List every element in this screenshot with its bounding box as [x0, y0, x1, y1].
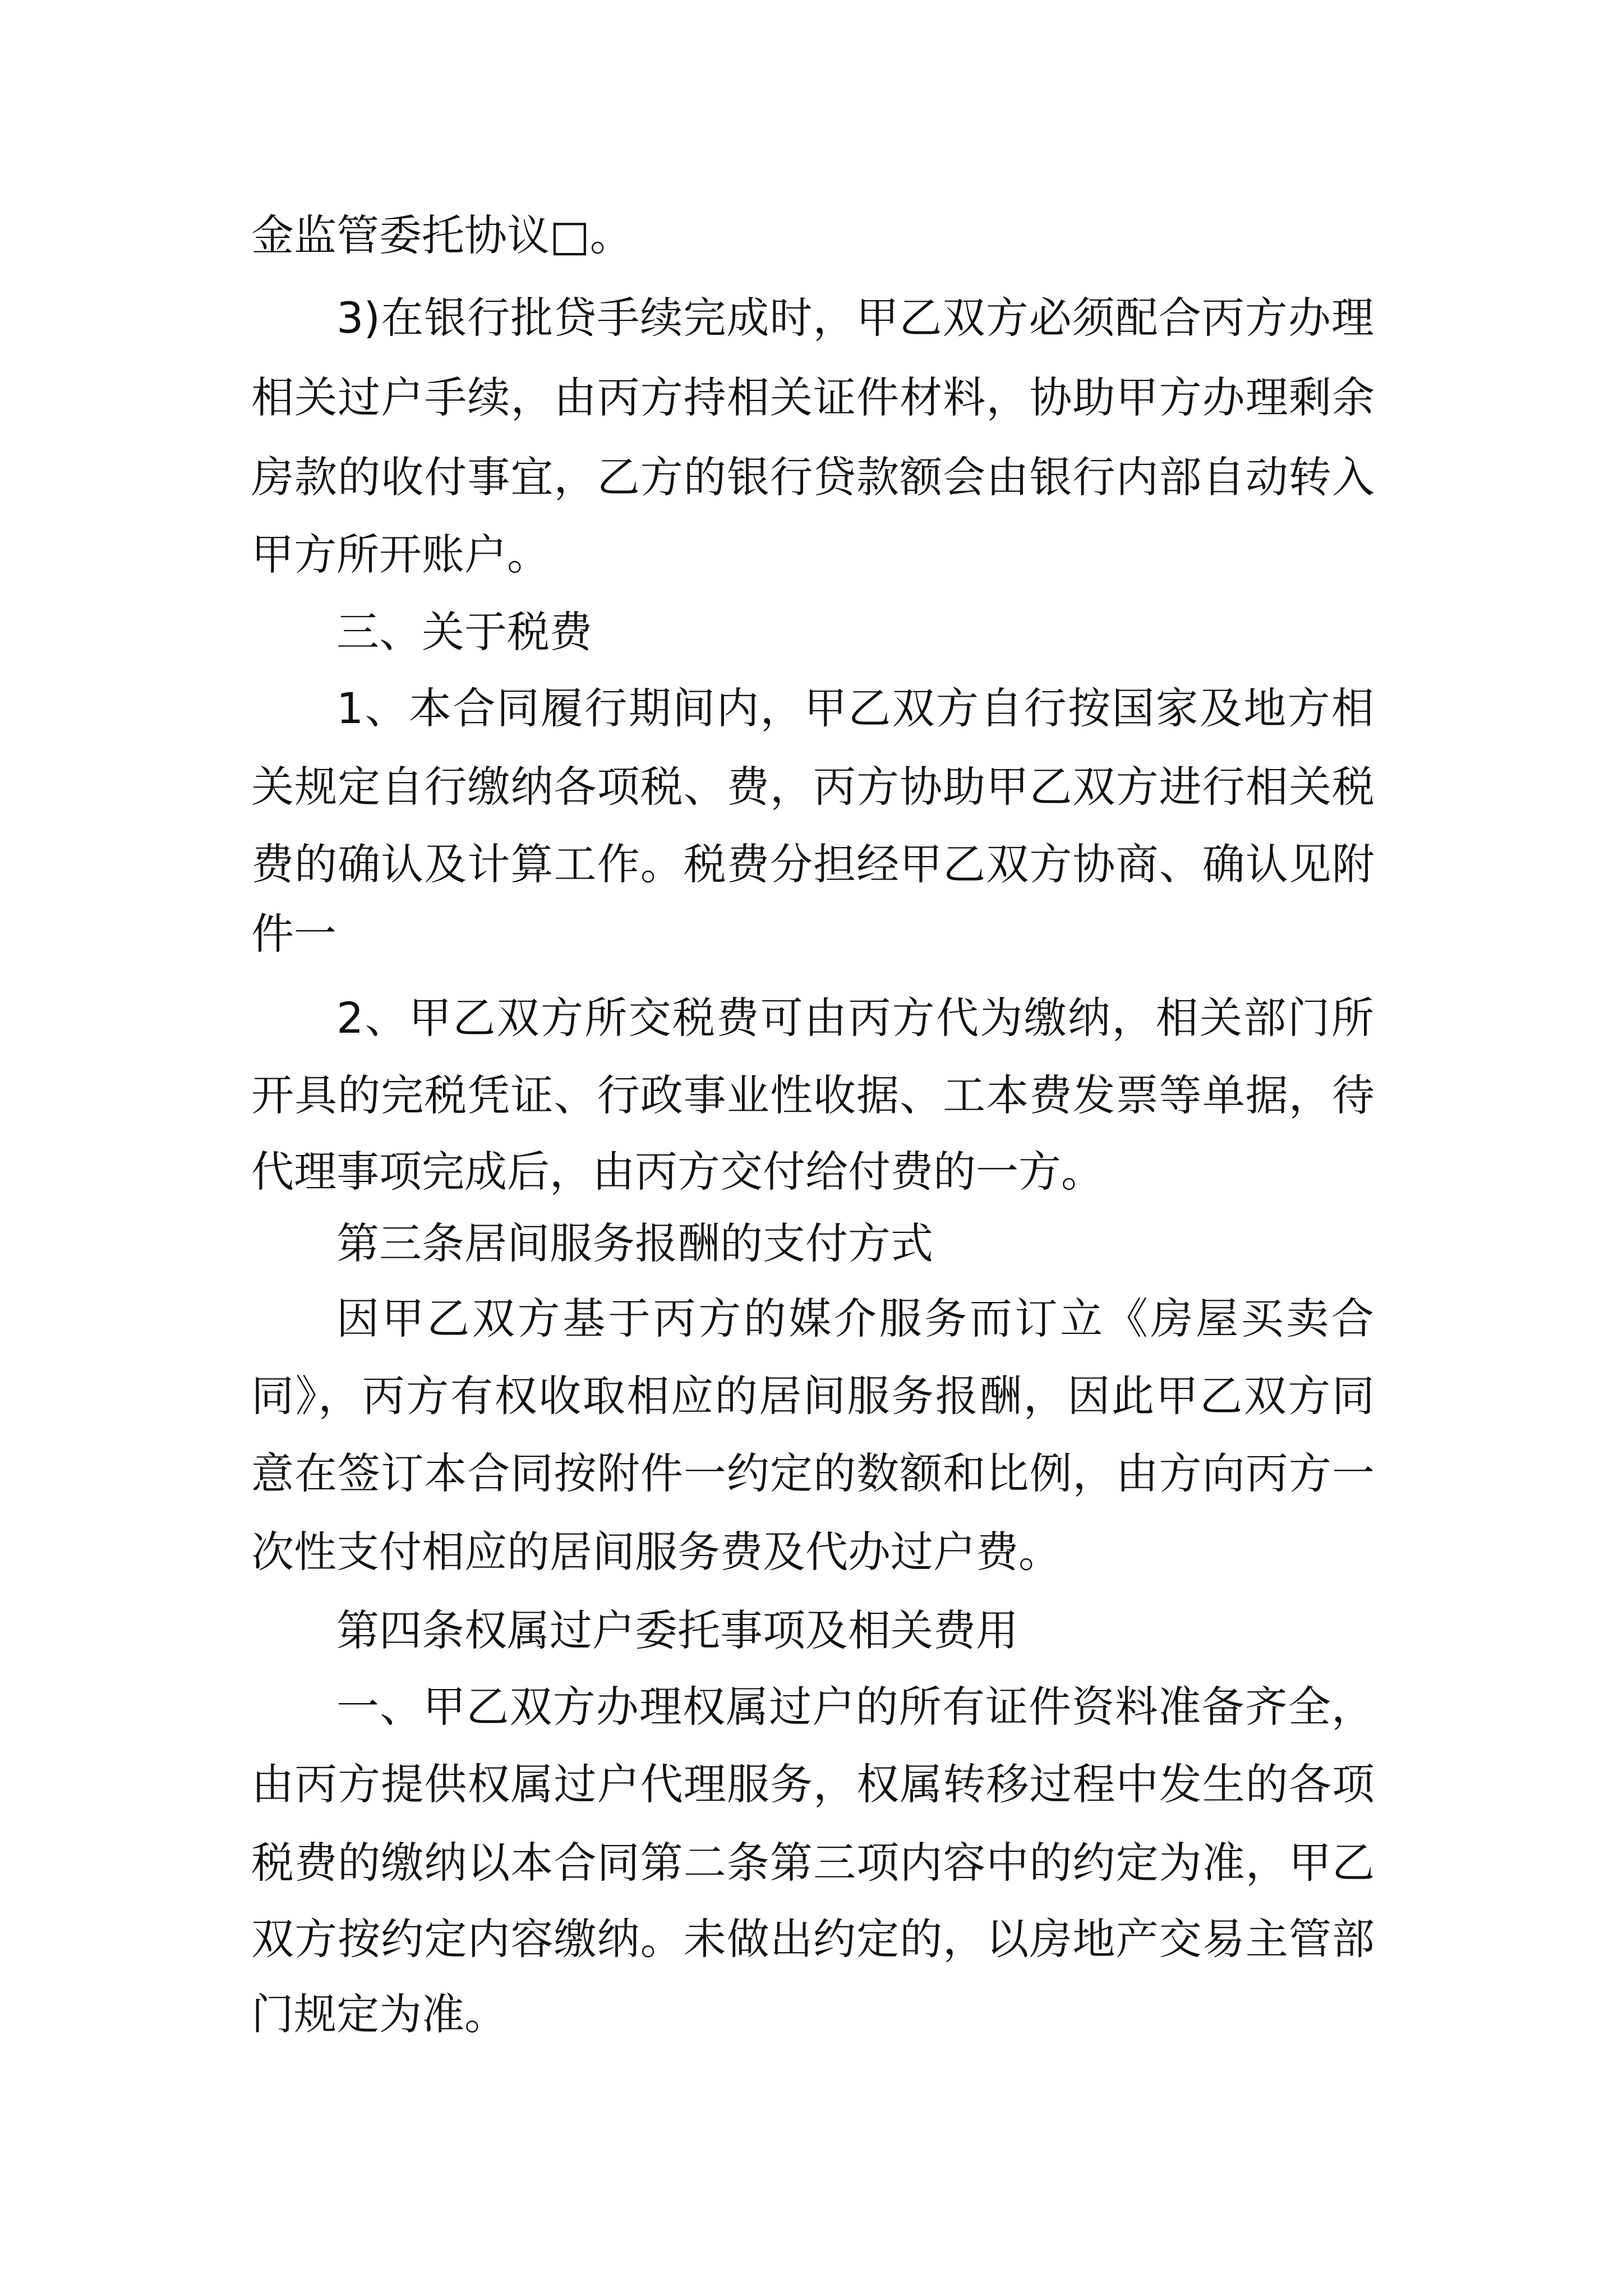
text-line: 税费的缴纳以本合同第二条第三项内容中的约定为准，甲乙: [251, 1838, 1375, 1888]
text-line: 由丙方提供权属过户代理服务，权属转移过程中发生的各项: [251, 1759, 1375, 1809]
text-line: 代理事项完成后，由丙方交付给付费的一方。: [251, 1147, 1104, 1197]
text-line: 费的确认及计算工作。税费分担经甲乙双方协商、确认见附: [251, 839, 1375, 889]
text-line: 意在签订本合同按附件一约定的数额和比例，由方向丙方一: [251, 1448, 1375, 1498]
section-heading: 第三条居间服务报酬的支付方式: [336, 1218, 933, 1268]
text-line: 次性支付相应的居间服务费及代办过户费。: [251, 1527, 1061, 1577]
text-line: 同》，丙方有权收取相应的居间服务报酬，因此甲乙双方同: [251, 1371, 1375, 1421]
text-line: 件一: [251, 909, 336, 959]
text-line: 双方按约定内容缴纳。未做出约定的，以房地产交易主管部: [251, 1914, 1375, 1964]
text-line: 1、本合同履行期间内，甲乙双方自行按国家及地方相: [336, 683, 1374, 733]
text-line: 因甲乙双方基于丙方的媒介服务而订立《房屋买卖合: [336, 1294, 1374, 1343]
text-line: 3)在银行批贷手续完成时，甲乙双方必须配合丙方办理: [336, 293, 1374, 343]
text-line: 甲方所开账户。: [251, 530, 550, 579]
text-line: 关规定自行缴纳各项税、费，丙方协助甲乙双方进行相关税: [251, 762, 1375, 812]
section-heading: 第四条权属过户委托事项及相关费用: [336, 1605, 1018, 1655]
text-line: 2、甲乙双方所交税费可由丙方代为缴纳，相关部门所: [336, 993, 1374, 1043]
text-line: 开具的完税凭证、行政事业性收据、工本费发票等单据，待: [251, 1070, 1375, 1120]
text-line: 一、甲乙双方办理权属过户的所有证件资料准备齐全，: [336, 1682, 1374, 1732]
section-heading: 三、关于税费: [336, 607, 592, 657]
text-line: 相关过户手续，由丙方持相关证件材料，协助甲方办理剩余: [251, 372, 1375, 422]
text-line: 房款的收付事宜，乙方的银行贷款额会由银行内部自动转入: [251, 452, 1375, 502]
text-line: 金监管委托协议□。: [251, 210, 633, 260]
text-line: 门规定为准。: [251, 1989, 507, 2039]
